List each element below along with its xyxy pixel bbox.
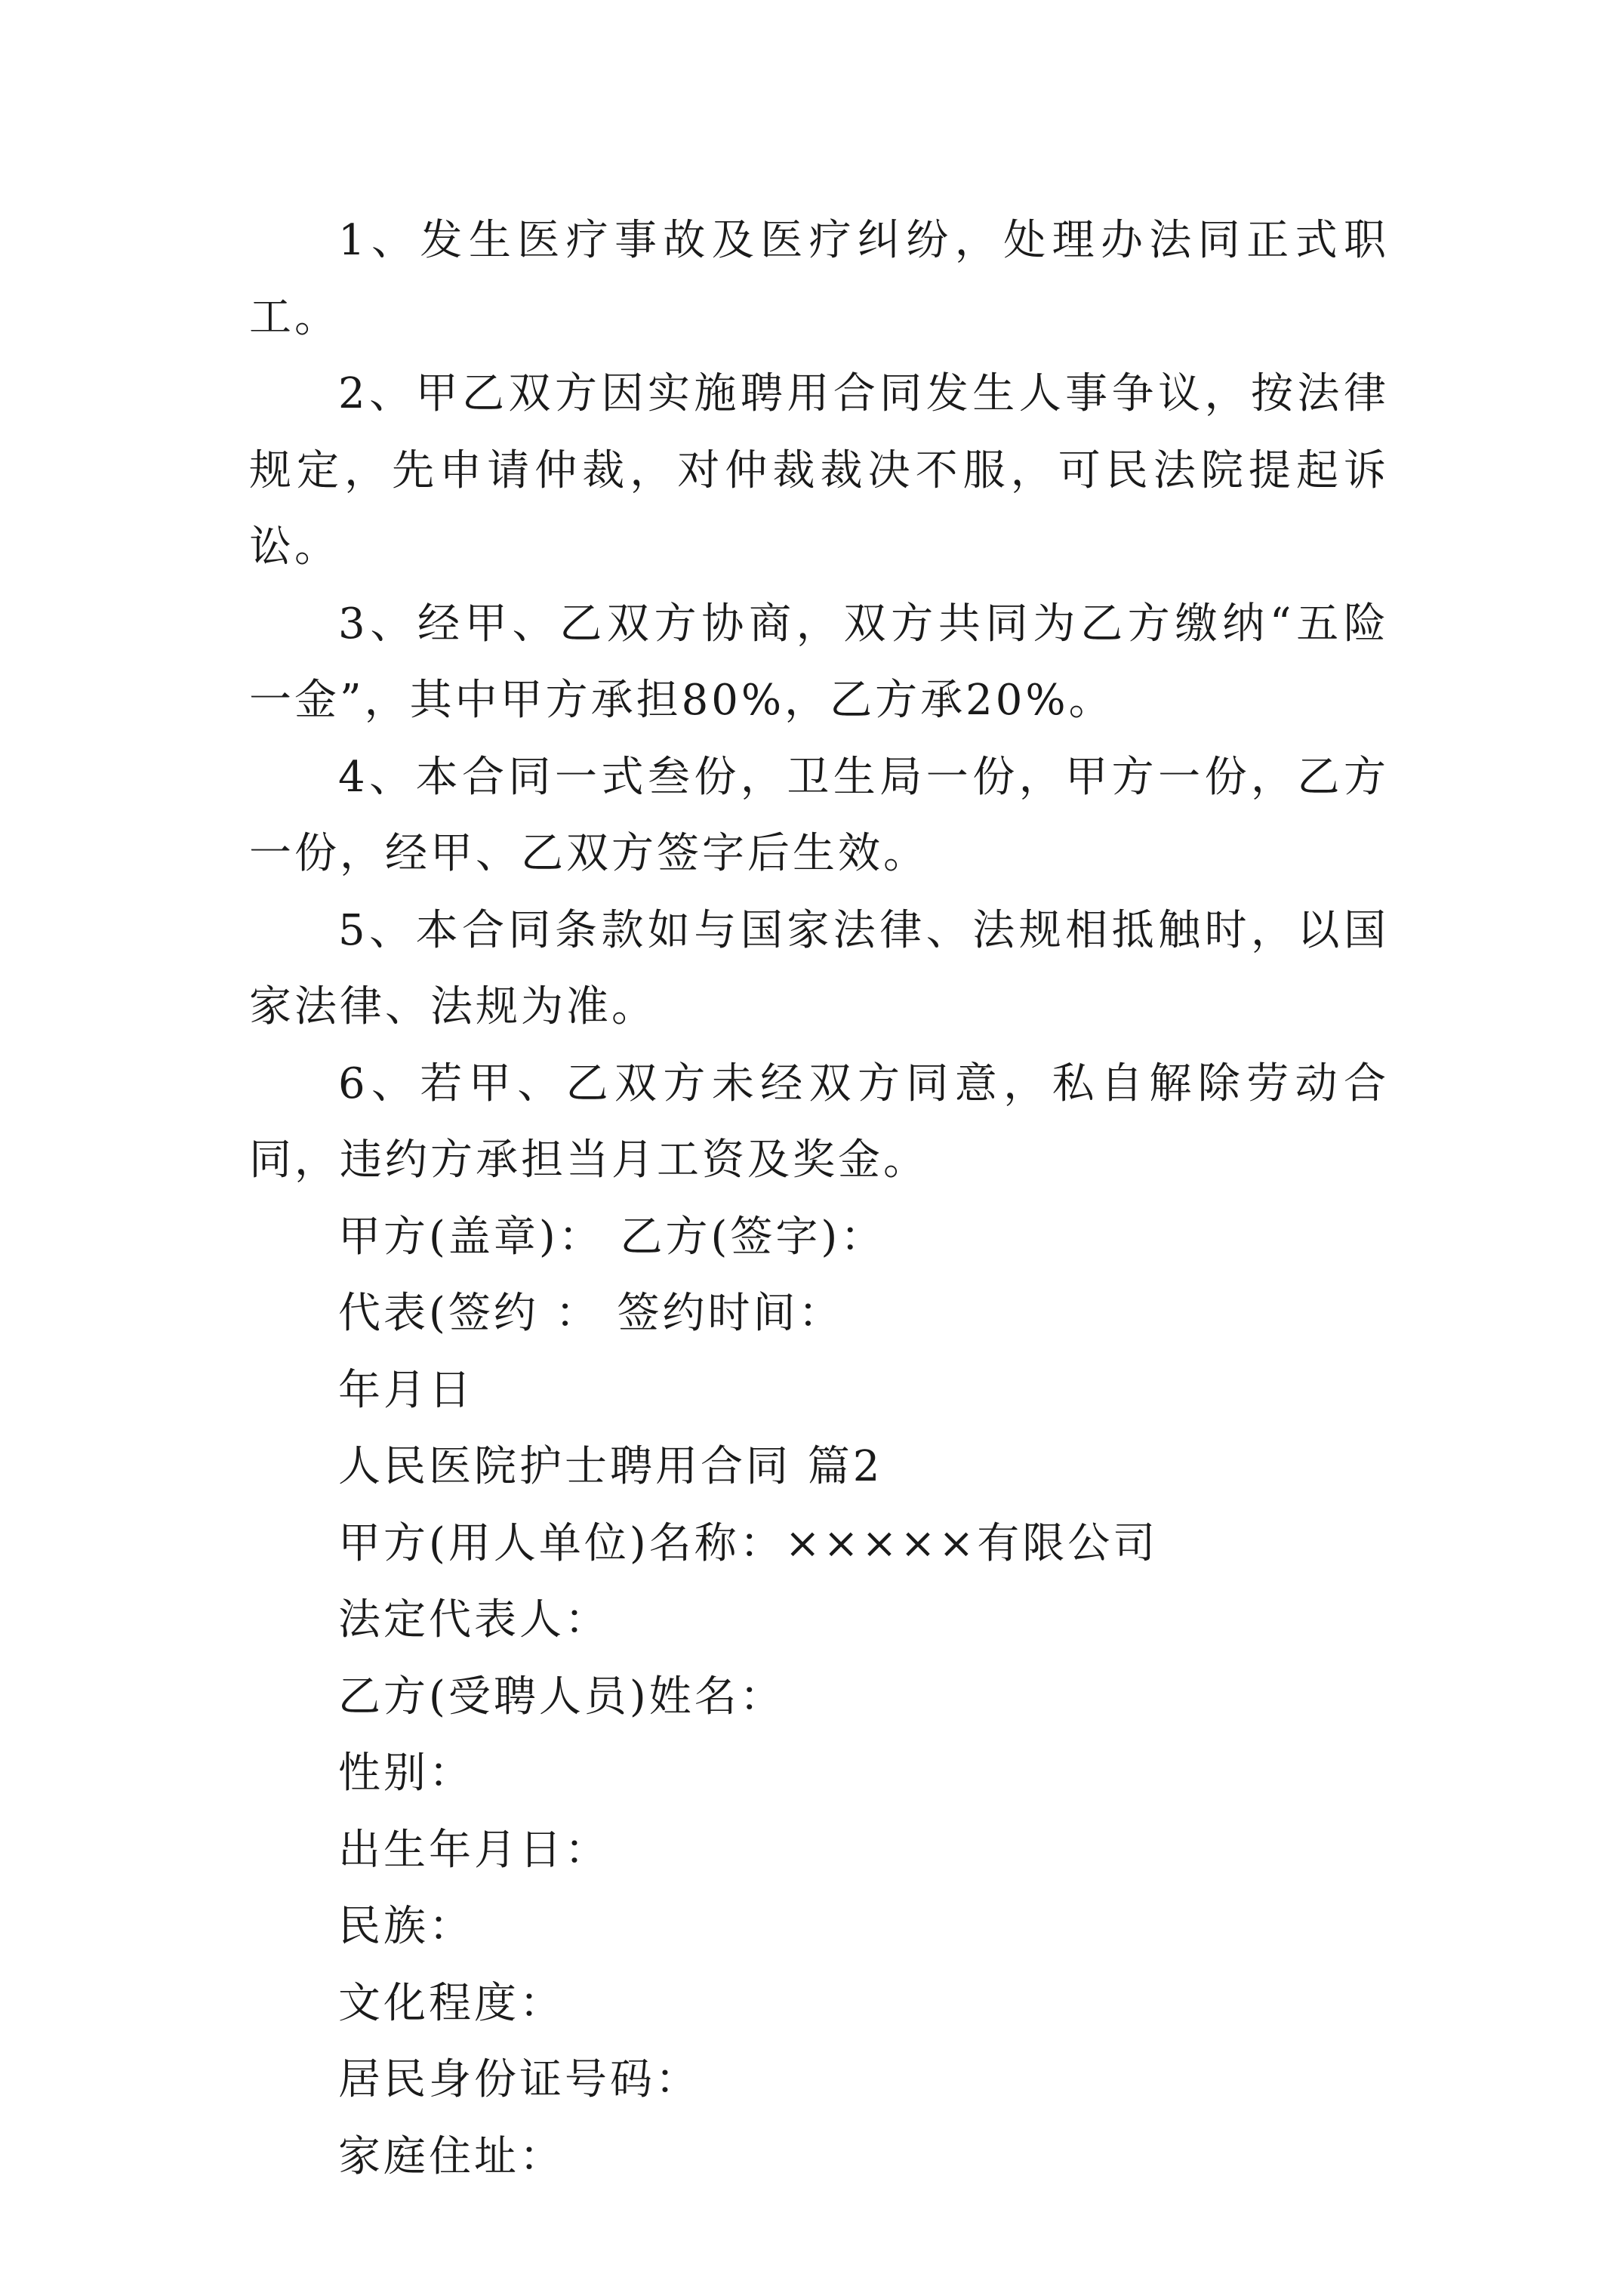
clause-5: 5、本合同条款如与国家法律、法规相抵触时，以国家法律、法规为准。 <box>249 905 1389 1031</box>
clause-3: 3、经甲、乙双方协商，双方共同为乙方缴纳“五险一金”，其中甲方承担80%，乙方承20%。 <box>249 599 1389 725</box>
ethnicity-field: 民族： <box>338 1902 474 1951</box>
id-number-field: 居民身份证号码： <box>338 2055 701 2104</box>
education-field: 文化程度： <box>338 1978 565 2028</box>
employer-name-field: 甲方(用人单位)名称：×××××有限公司 <box>338 1518 1159 1568</box>
signature-representative-line: 代表(签约 ： 签约时间： <box>338 1289 844 1338</box>
clause-2: 2、甲乙双方因实施聘用合同发生人事争议，按法律规定，先申请仲裁，对仲裁裁决不服，可民法院提起诉讼。 <box>249 369 1389 572</box>
clause-6: 6、若甲、乙双方未经双方同意，私自解除劳动合同，违约方承担当月工资及奖金。 <box>249 1059 1389 1185</box>
legal-representative-field: 法定代表人： <box>338 1595 610 1644</box>
employee-name-field: 乙方(受聘人员)姓名： <box>338 1672 785 1721</box>
signature-party-line: 甲方(盖章)： 乙方(签字)： <box>338 1212 886 1262</box>
gender-field: 性别： <box>338 1749 474 1798</box>
contract-2-title: 人民医院护士聘用合同 篇2 <box>338 1442 883 1491</box>
home-address-field: 家庭住址： <box>338 2131 565 2181</box>
clause-4: 4、本合同一式叁份，卫生局一份，甲方一份，乙方一份，经甲、乙双方签字后生效。 <box>249 752 1389 878</box>
signature-date-line: 年月日 <box>338 1365 474 1415</box>
clause-1: 1、发生医疗事故及医疗纠纷，处理办法同正式职工。 <box>249 216 1389 342</box>
document-body <box>249 202 1389 2195</box>
birth-date-field: 出生年月日： <box>338 1825 610 1875</box>
